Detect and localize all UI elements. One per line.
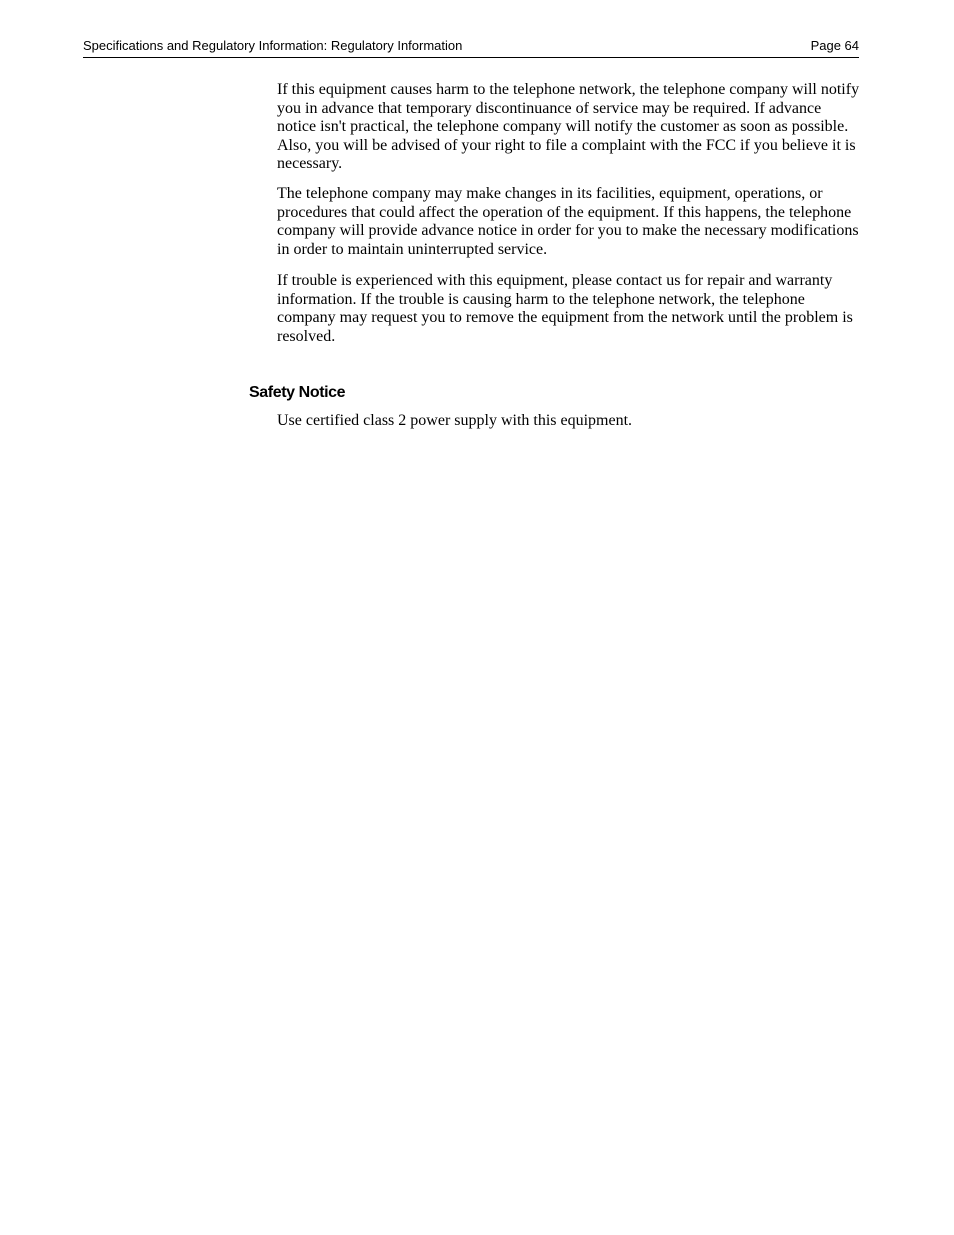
paragraph-trouble-repair: If trouble is experienced with this equipment, please contact us for repair and warranty information. If the trouble is causing harm to the telephone network, the telephone company may request you to remove the equipment from the network until the problem is resolved. xyxy=(277,272,853,345)
page-number: Page 64 xyxy=(810,38,859,53)
header-title: Specifications and Regulatory Information: Regulatory Information xyxy=(83,38,463,53)
safety-notice-text: Use certified class 2 power supply with this equipment. xyxy=(277,412,633,429)
paragraph-harm-notice: If this equipment causes harm to the telephone network, the telephone company will notify you in advance that temporary discontinuance of service may be required. If advance notice isn't practical, the telephone company will notify the customer as soon as possible. Also, you will be advised of your right to file a complaint with the FCC if you believe it is necessary. xyxy=(277,81,860,173)
paragraph-facility-changes: The telephone company may make changes in its facilities, equipment, operations, or procedures that could affect the operation of the equipment. If this happens, the telephone company will provide advance notice in order for you to make the necessary modifications in order to maintain uninterrupted service. xyxy=(277,185,859,258)
safety-notice-heading: Safety Notice xyxy=(249,384,346,401)
page-header xyxy=(83,37,859,58)
